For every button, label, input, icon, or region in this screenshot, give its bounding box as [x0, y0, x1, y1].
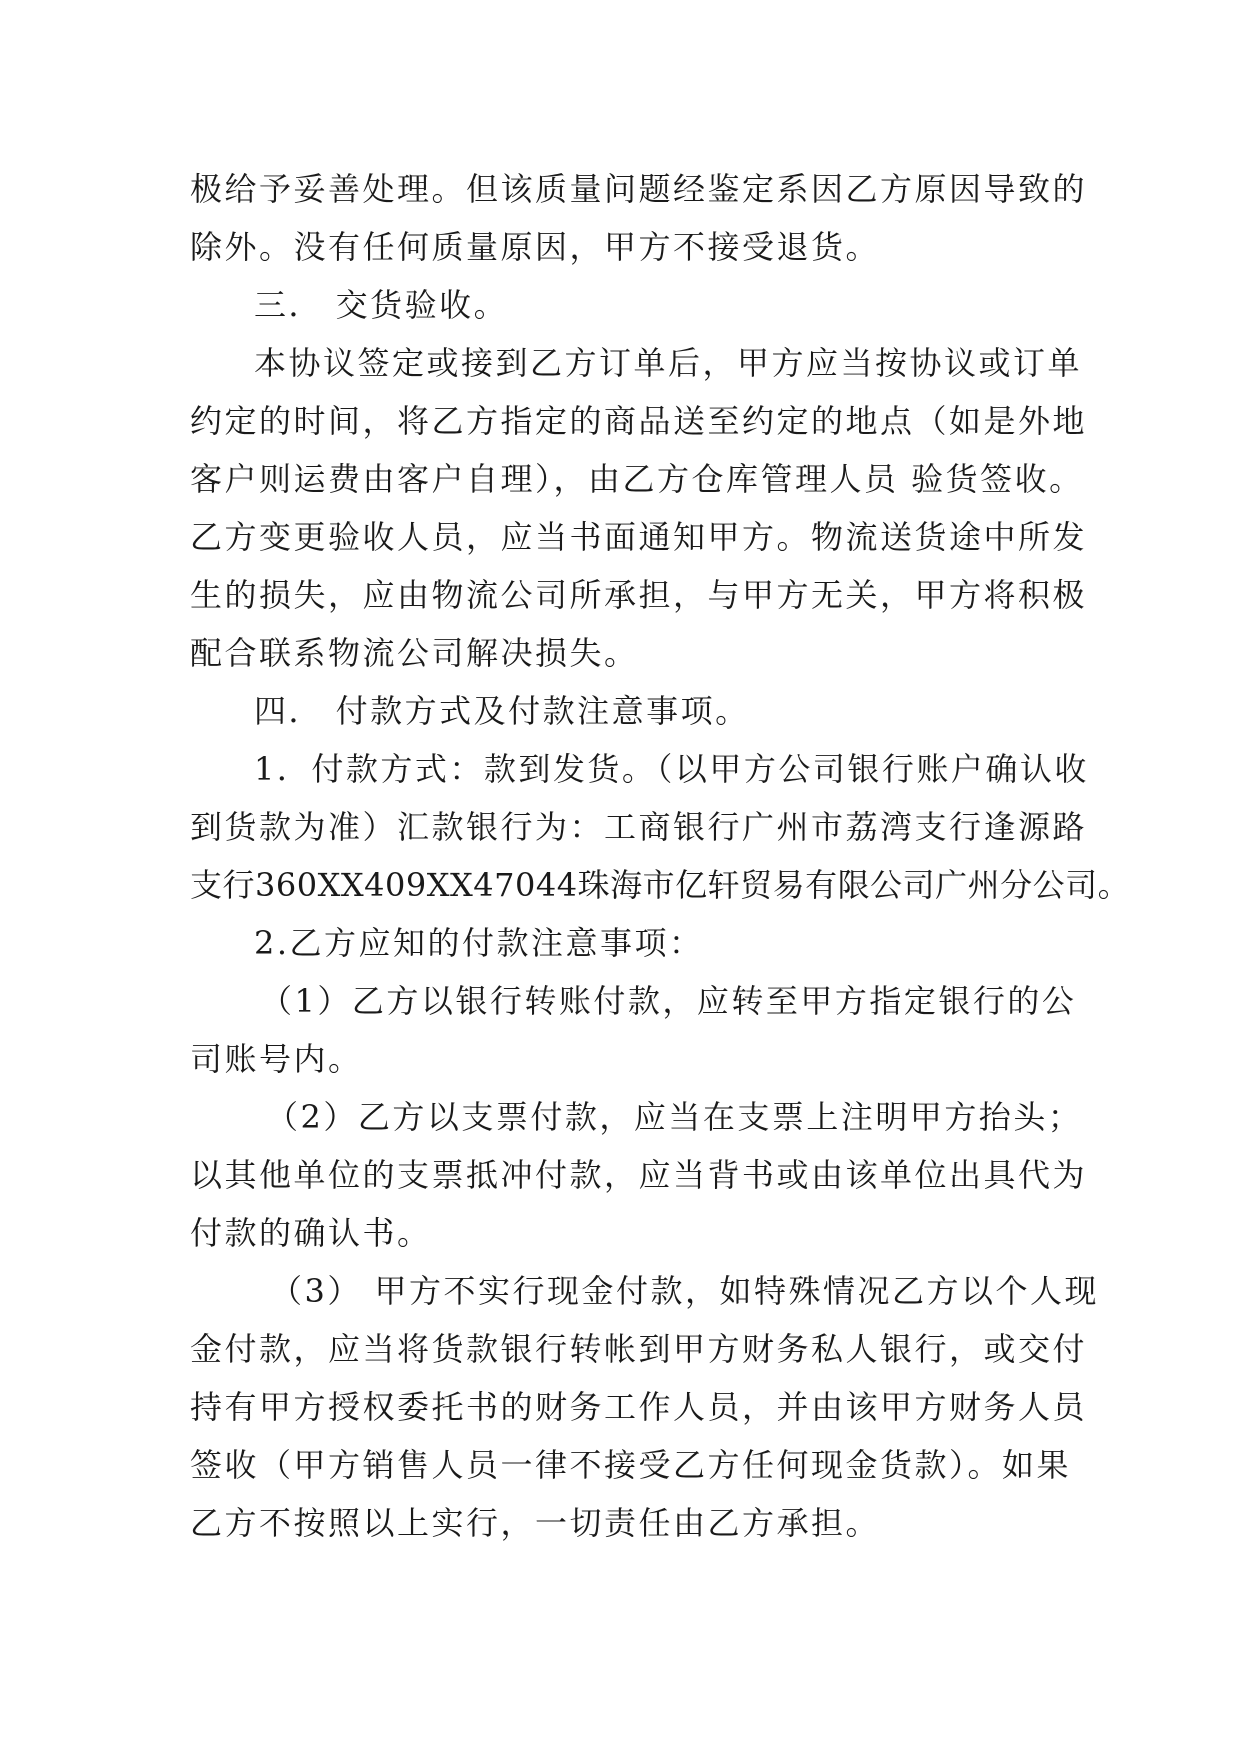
text-line: 约定的时间，将乙方指定的商品送至约定的地点（如是外地: [190, 402, 1088, 440]
text-line: （1）乙方以银行转账付款，应转至甲方指定银行的公: [260, 982, 1077, 1020]
text-line: 1．付款方式：款到发货。（以甲方公司银行账户确认收: [254, 750, 1089, 788]
text-line: （3） 甲方不实行现金付款，如特殊情况乙方以个人现: [270, 1272, 1100, 1310]
document-body: [190, 160, 1131, 1552]
text-line: 司账号内。: [190, 1040, 363, 1078]
text-line: 到货款为准）汇款银行为：工商银行广州市荔湾支行逢源路: [190, 808, 1088, 846]
text-line: 2.乙方应知的付款注意事项：: [254, 924, 704, 962]
text-line: 金付款，应当将货款银行转帐到甲方财务私人银行，或交付: [190, 1330, 1088, 1368]
text-line: 除外。没有任何质量原因，甲方不接受退货。: [190, 228, 881, 266]
text-line: 本协议签定或接到乙方订单后，甲方应当按协议或订单: [254, 344, 1083, 382]
bank-account-line: 支行360XX409XX47044珠海市亿轩贸易有限公司广州分公司。: [190, 866, 1131, 904]
text-line: 生的损失，应由物流公司所承担，与甲方无关，甲方将积极: [190, 576, 1088, 614]
section-heading-delivery: 三． 交货验收。: [254, 286, 509, 324]
text-line: 乙方不按照以上实行，一切责任由乙方承担。: [190, 1504, 881, 1542]
text-line: 付款的确认书。: [190, 1214, 432, 1252]
text-line: 乙方变更验收人员，应当书面通知甲方。物流送货途中所发: [190, 518, 1088, 556]
text-line: 配合联系物流公司解决损失。: [190, 634, 639, 672]
text-line: 持有甲方授权委托书的财务工作人员，并由该甲方财务人员: [190, 1388, 1088, 1426]
section-heading-payment: 四． 付款方式及付款注意事项。: [254, 692, 750, 730]
text-line: （2）乙方以支票付款，应当在支票上注明甲方抬头；: [266, 1098, 1083, 1136]
text-line: 客户则运费由客户自理），由乙方仓库管理人员 验货签收。: [190, 460, 1084, 498]
text-line: 签收（甲方销售人员一律不接受乙方任何现金货款）。如果: [190, 1446, 1072, 1484]
text-line: 极给予妥善处理。但该质量问题经鉴定系因乙方原因导致的: [190, 170, 1088, 208]
text-line: 以其他单位的支票抵冲付款，应当背书或由该单位出具代为: [190, 1156, 1088, 1194]
